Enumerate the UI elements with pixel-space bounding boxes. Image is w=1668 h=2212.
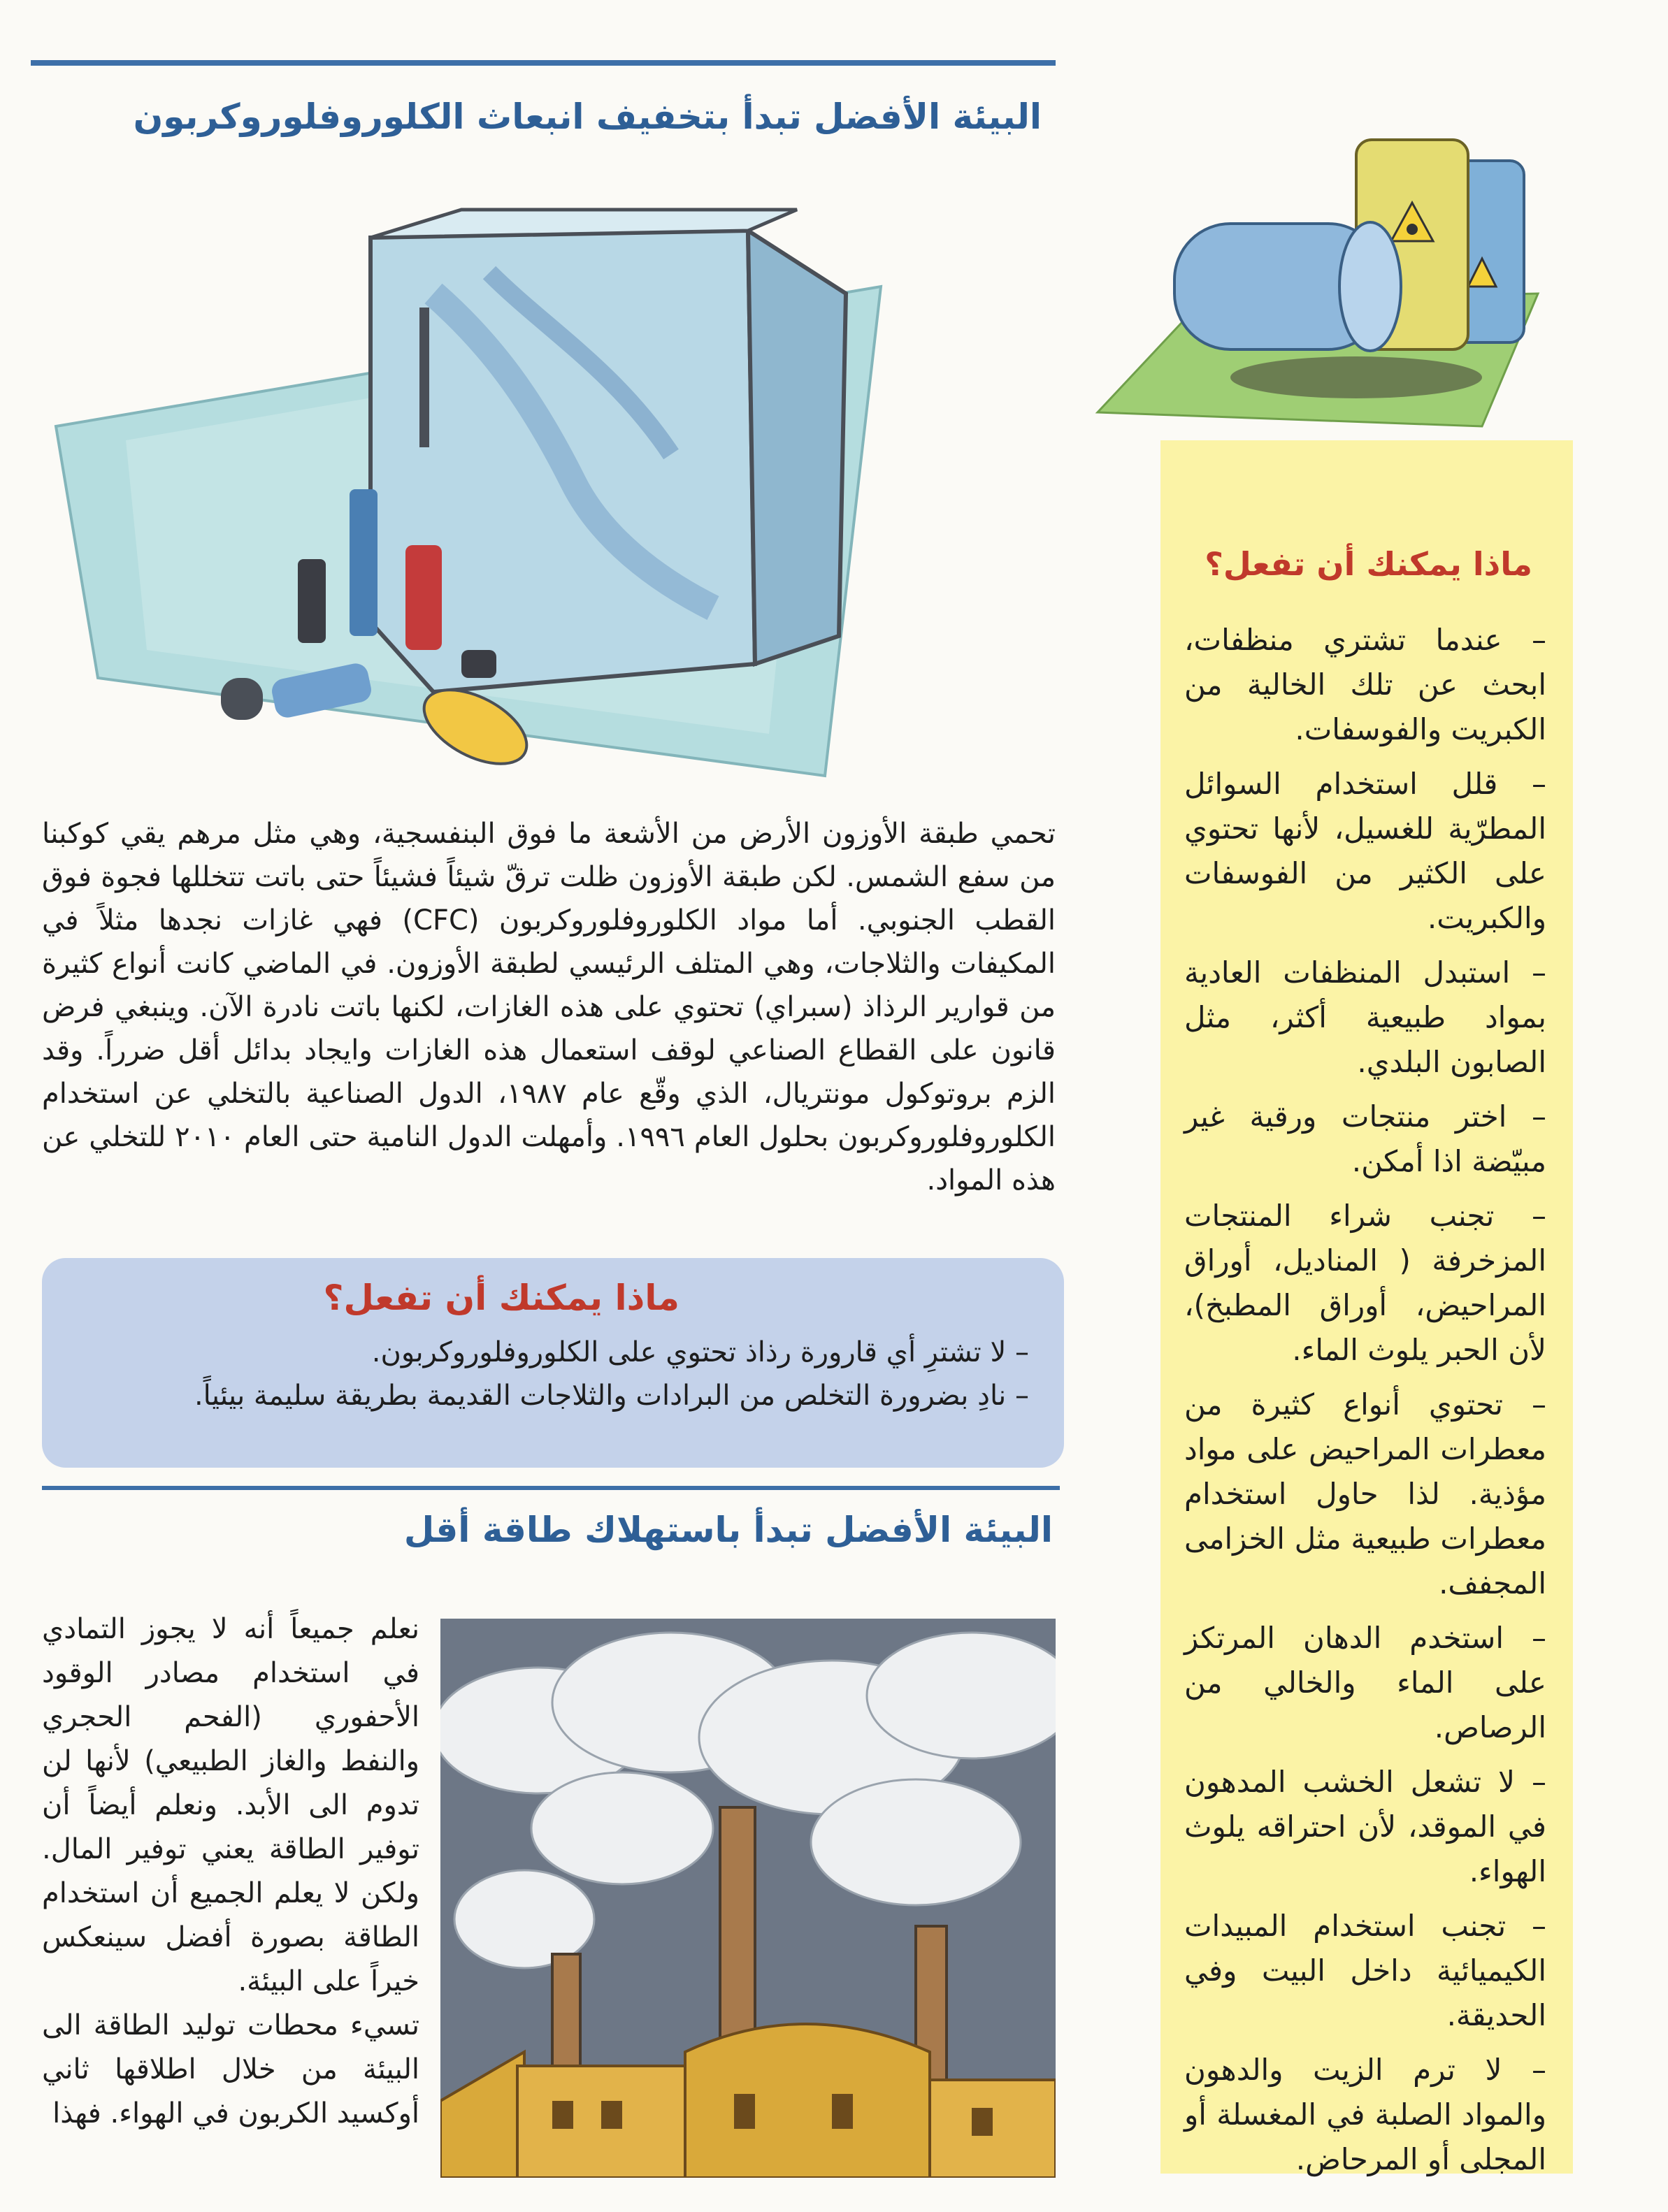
action-item: – لا تشترِ أي قارورة رذاذ تحتوي على الكلوروفلوروكربون. bbox=[371, 1336, 1029, 1368]
energy-heading: البيئة الأفضل تبدأ باستهلاك طاقة أقل bbox=[403, 1510, 1053, 1550]
section-rule bbox=[42, 1486, 1060, 1490]
barrels-illustration bbox=[1091, 119, 1566, 440]
tip-item: – اختر منتجات ورقية غير مبيّضة اذا أمكن. bbox=[1184, 1099, 1546, 1178]
energy-paragraph: تسيء محطات توليد الطاقة الى البيئة من خلال اطلاقها ثاني أوكسيد الكربون في الهواء. فهذا bbox=[42, 2009, 419, 2130]
tip-item: – عندما تشتري منظفات، ابحث عن تلك الخالية من الكبريت والفوسفات. bbox=[1184, 623, 1546, 746]
tips-title: ماذا يمكنك أن تفعل؟ bbox=[1205, 545, 1532, 583]
tip-item: – قلل استخدام السوائل المطرّية للغسيل، لأنها تحتوي على الكثير من الفوسفات والكبريت. bbox=[1184, 767, 1546, 935]
tip-item: – استبدل المنظفات العادية بمواد طبيعية أكثر، مثل الصابون البلدي. bbox=[1184, 955, 1546, 1079]
tip-item: – لا تشعل الخشب المدهون في الموقد، لأن احتراقه يلوث الهواء. bbox=[1184, 1765, 1546, 1888]
factory-illustration bbox=[440, 1619, 1056, 2178]
action-box-title: ماذا يمكنك أن تفعل؟ bbox=[323, 1278, 680, 1318]
action-box bbox=[42, 1258, 1064, 1468]
cfc-paragraph: تحمي طبقة الأوزون الأرض من الأشعة ما فوق البنفسجية، وهي مثل مرهم يقي كوكبنا من سفع الشمس. لكن طبقة الأوزون ظلت ترقّ شيئاً فشيئاً حتى باتت تتخللها فجوة فوق القطب الجنوبي. أما مواد الكلوروفلوروكربون (CFC) فهي غازات نجدها مثلاً في المكيفات والثلاجات، وهي المتلف الرئيسي لطبقة الأوزون. في الماضي كانت أنواع كثيرة من قوارير الرذاذ (سبراي) تحتوي على هذه الغازات، لكنها باتت نادرة الآن. وينبغي فرض قانون على القطاع الصناعي لوقف استعمال هذه الغازات وايجاد بدائل أقل ضرراً. وقد الزم بروتوكول مونتريال، الذي وقّع عام ١٩٨٧، الدول الصناعية بالتخلي عن استخدام الكلوروفلوروكربون بحلول العام ١٩٩٦. وأمهلت الدول النامية حتى العام ٢٠١٠ للتخلي عن هذه المواد. bbox=[42, 818, 1056, 1197]
energy-text bbox=[42, 1607, 419, 2136]
tip-item: – تجنب شراء المنتجات المزخرفة ( المناديل، أوراق المراحيض، أوراق المطبخ)، لأن الحبر يلوث الماء. bbox=[1184, 1199, 1546, 1367]
cfc-heading: البيئة الأفضل تبدأ بتخفيف انبعاث الكلوروفلوروكربون bbox=[133, 96, 1042, 137]
action-item: – نادِ بضرورة التخلص من البرادات والثلاجات القديمة بطريقة سليمة بيئياً. bbox=[194, 1380, 1029, 1412]
tip-item: – تجنب استخدام المبيدات الكيميائية داخل البيت وفي الحديقة. bbox=[1184, 1909, 1546, 2032]
tip-item: – استخدم الدهان المرتكز على الماء والخالي من الرصاص. bbox=[1184, 1621, 1546, 1744]
tip-item: – لا ترم الزيت والدهون والمواد الصلبة في المغسلة أو المجلى أو المرحاض. bbox=[1184, 2053, 1546, 2176]
tip-item: – تحتوي أنواع كثيرة من معطرات المراحيض على مواد مؤذية. لذا حاول استخدام معطرات طبيعية مثل الخزامى المجفف. bbox=[1184, 1387, 1546, 1600]
energy-paragraph: نعلم جميعاً أنه لا يجوز التمادي في استخدام مصادر الوقود الأحفوري (الفحم الحجري والنفط والغاز الطبيعي) لأنها لن تدوم الى الأبد. ونعلم أيضاً أن توفير الطاقة يعني توفير المال. ولكن لا يعلم الجميع أن استخدام الطاقة بصورة أفضل سينعكس خيراً على البيئة. bbox=[42, 1613, 419, 1997]
top-rule bbox=[31, 60, 1056, 66]
fridge-illustration bbox=[42, 189, 1035, 804]
tips-box bbox=[1160, 440, 1573, 2174]
